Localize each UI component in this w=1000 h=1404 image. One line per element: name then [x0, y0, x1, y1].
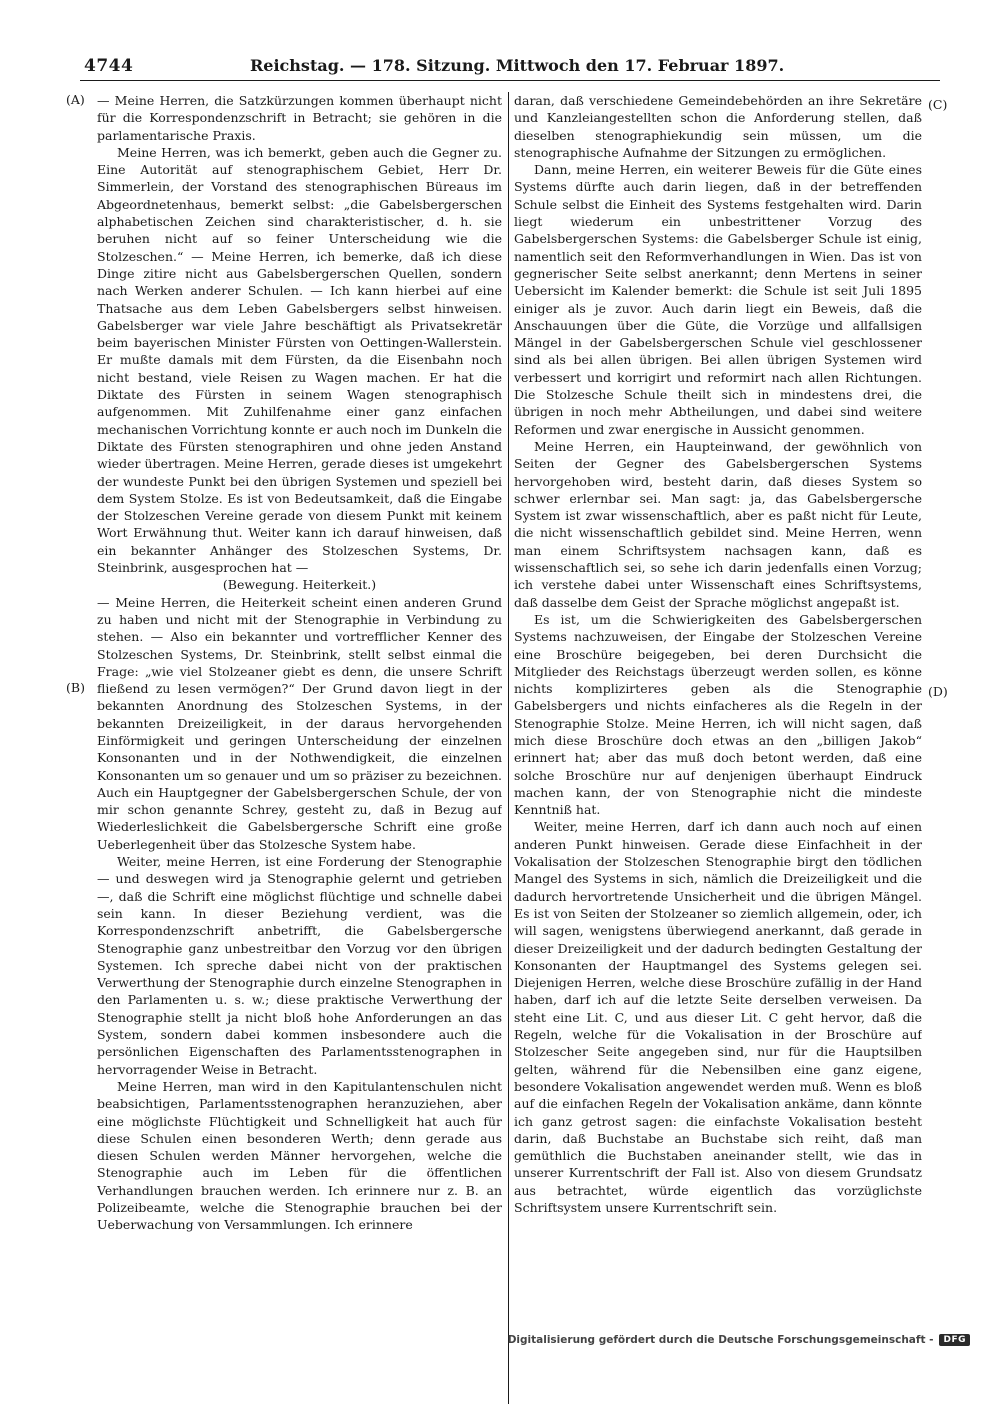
column-rule [508, 92, 509, 1404]
paragraph: Meine Herren, was ich bemerkt, geben auch die Gegner zu. Eine Autorität auf stenographischem Gebiet, Herr Dr. Simmerlein, der Vorstand des stenographischen Büreaus im Abgeordnetenhaus, bemerkt selbst: „die Gabelsbergerschen alphabetischen Zeichen sind charakteristischer, d. h. sie beruhen nicht auf so feiner Unterscheidung wie die Stolzeschen.“ — Meine Herren, ich bemerke, daß ich diese Dinge zitire nicht aus Gabelsbergerschen Quellen, sondern nach Werken anderer Schulen. — Ich kann hierbei auf eine Thatsache aus dem Leben Gabelsbergers selbst hinweisen. Gabelsberger war viele Jahre beschäftigt als Privatsekretär beim bayerischen Minister Fürsten von Oettingen-Wallerstein. Er mußte damals mit dem Fürsten, da die Eisenbahn noch nicht bestand, viele Reisen zu Wagen machen. Er hat die Diktate des Fürsten in seinem Wagen stenographisch aufgenommen. Mit Zuhilfenahme einer ganz einfachen mechanischen Vorrichtung konnte er auch noch im Dunkeln die Diktate des Fürsten stenographiren und ohne jeden Anstand wieder übertragen. Meine Herren, gerade dieses ist umgekehrt der wundeste Punkt bei den übrigen Systemen und speziell bei dem System Stolze. Es ist von Bedeutsamkeit, daß die Eingabe der Stolzeschen Vereine gerade von diesem Punkt mit keinem Wort Erwähnung thut. Weiter kann ich darauf hinweisen, daß ein bekannter Anhänger des Stolzeschen Systems, Dr. Steinbrink, ausgesprochen hat — [97, 144, 502, 576]
page-number: 4744 [84, 56, 134, 76]
paragraph: Weiter, meine Herren, ist eine Forderung der Stenographie — und deswegen wird ja Stenographie gelernt und getrieben —, daß die Schrift eine möglichst flüchtige und schnelle dabei sein kann. In dieser Beziehung verdient, was die Korrespondenzschrift anbetrifft, die Gabelsbergersche Stenographie ganz unbestreitbar den Vorzug vor den übrigen Systemen. Ich spreche dabei nicht von der praktischen Verwerthung der Stenographie durch einzelne Stenographen in den Parlamenten u. s. w.; diese praktische Verwerthung der Stenographie stellt ja nicht bloß hohe Anforderungen an das System, sondern dabei kommen insbesondere auch die persönlichen Eigenschaften des Parlamentsstenographen in hervorragender Weise in Betracht. [97, 854, 502, 1077]
running-head: Reichstag. — 178. Sitzung. Mittwoch den 17. Februar 1897. [250, 56, 785, 75]
paragraph: Weiter, meine Herren, darf ich dann auch noch auf einen anderen Punkt hinweisen. Gerade diese Einfachheit in der Vokalisation der Stolzeschen Stenographie birgt den tödlichen Mangel des Systems in sich, nämlich die Dreizeiligkeit und die dadurch hervortretende Unsicherheit und die übrigen Mängel. Es ist von Seiten der Stolzeaner so ziemlich allgemein, oder, ich will sagen, wenigstens überwiegend anerkannt, daß gerade in dieser Dreizeiligkeit und der dadurch bedingten Gestaltung der Konsonanten der Hauptmangel des Systems gelegen sei. Diejenigen Herren, welche diese Broschüre zufällig in der Hand haben, darf ich auf die letzte Seite derselben verweisen. Da steht eine Lit. C, und aus dieser Lit. C geht hervor, daß die Regeln, welche für die Vokalisation in der Broschüre auf Stolzescher Seite angegeben sind, nur für die Hauptsilben gelten, während für die Nebensilben eine ganz eigene, besondere Vokalisation angewendet werden muß. Wenn es bloß auf die einfachen Regeln der Vokalisation ankäme, dann könnte ich ganz getrost sagen: die einfachste Vokalisation besteht darin, daß Buchstabe an Buchstabe sich reiht, daß man gemüthlich die Buchstaben aneinander stellt, wie das in unserer Kurrentschrift der Fall ist. Also von diesem Grundsatz aus betrachtet, würde eigentlich das vorzüglichste Schriftsystem unsere Kurrentschrift sein. [514, 819, 922, 1215]
footer-text: Digitalisierung gefördert durch die Deutsche Forschungsgemeinschaft - [507, 1334, 934, 1346]
margin-marker-b: (B) [66, 680, 85, 695]
margin-marker-a: (A) [66, 92, 85, 107]
paragraph: daran, daß verschiedene Gemeindebehörden an ihre Sekretäre und Kanzleiangestellten schon die Anforderung stellen, daß dieselben stenographiekundig sein müssen, um die stenographische Aufnahme der Sitzungen zu ermöglichen. [514, 93, 922, 160]
margin-marker-d: (D) [928, 684, 948, 699]
digitization-footer [508, 1334, 970, 1346]
paragraph: Meine Herren, ein Haupteinwand, der gewöhnlich von Seiten der Gegner des Gabelsbergerschen Systems hervorgehoben wird, besteht darin, daß dieses System so schwer erlernbar sei. Man sagt: ja, das Gabelsbergersche System ist zwar wissenschaftlich, aber es paßt nicht für Leute, die nicht wissenschaftlich gebildet sind. Meine Herren, wenn man einem Schriftsystem nachsagen kann, daß es wissenschaftlich sei, so sehe ich darin jedenfalls einen Vorzug; ich verstehe dabei unter Wissenschaft eines Schriftsystems, daß dasselbe dem Geist der Sprache möglichst angepaßt ist. [514, 438, 922, 610]
left-column [97, 92, 502, 1324]
paragraph: — Meine Herren, die Heiterkeit scheint einen anderen Grund zu haben und nicht mit der Stenographie in Verbindung zu stehen. — Also ein bekannter und vortrefflicher Kenner des Stolzeschen Systems, Dr. Steinbrink, stellt selbst einmal die Frage: „wie viel Stolzeaner giebt es denn, die unsere Schrift fließend zu lesen vermögen?“ Der Grund davon liegt in der bekannten Anordnung des Stolzeschen Systems, in der bekannten Dreizeiligkeit, in der daraus hervorgehenden Einförmigkeit und geringen Unterscheidung der einzelnen Konsonanten und in der Nothwendigkeit, die einzelnen Konsonanten um so genauer und um so präziser zu bezeichnen. Auch ein Hauptgegner der Gabelsbergerschen Schule, der von mir schon genannte Schrey, gesteht zu, daß in Bezug auf Wiederleslichkeit die Gabelsbergersche Schrift eine große Ueberlegenheit über das Stolzesche System habe. [97, 594, 502, 852]
header-rule [80, 80, 940, 81]
paragraph: — Meine Herren, die Satzkürzungen kommen überhaupt nicht für die Korrespondenzschrift in Betracht; sie gehören in die parlamentarische Praxis. [97, 93, 502, 143]
right-column [514, 92, 922, 1324]
paragraph: Meine Herren, man wird in den Kapitulantenschulen nicht beabsichtigen, Parlamentsstenographen heranzuziehen, aber eine möglichste Flüchtigkeit und Schnelligkeit hat auch für diese Schulen einen besonderen Werth; denn gerade aus diesen Schulen werden Männer hervorgehen, welche die Stenographie auch im Leben für die öffentlichen Verhandlungen brauchen werden. Ich erinnere nur z. B. an Polizeibeamte, welche die Stenographie brauchen bei der Ueberwachung von Versammlungen. Ich erinnere [97, 1078, 502, 1233]
dfg-logo: DFG [939, 1334, 970, 1346]
paragraph: Es ist, um die Schwierigkeiten des Gabelsbergerschen Systems nachzuweisen, der Eingabe der Stolzeschen Vereine eine Broschüre beigegeben, bei deren Durchsicht die Mitglieder des Reichstags überzeugt werden sollen, es könne nichts komplizirteres geben als die Stenographie Gabelsbergers und nichts einfacheres als die Regeln in der Stenographie Stolze. Meine Herren, ich will nicht sagen, daß mich diese Broschüre doch etwas an den „billigen Jakob“ erinnert hat; aber das muß doch betont werden, daß eine solche Broschüre nur auf denjenigen überhaupt Eindruck machen kann, der von Stenographie nicht die mindeste Kenntniß hat. [514, 611, 922, 818]
paragraph: Dann, meine Herren, ein weiterer Beweis für die Güte eines Systems dürfte auch darin liegen, daß in der betreffenden Schule selbst die Einheit des Systems festgehalten wird. Darin liegt wiederum ein unbestrittener Vorzug des Gabelsbergerschen Systems: die Gabelsberger Schule ist einig, namentlich seit den Reformverhandlungen in Wien. Das ist von gegnerischer Seite selbst anerkannt; denn Mertens in seiner Uebersicht im Kalender bemerkt: die Schule ist seit Juli 1895 einiger als je zuvor. Auch darin liegt ein Beweis, daß die Anschauungen über die Güte, die Vorzüge und allfallsigen Mängel in der Gabelsbergerschen Schule viel geschlossener sind als bei allen übrigen. Bei allen übrigen Systemen wird verbessert und korrigirt und reformirt nach allen Richtungen. Die Stolzesche Schule theilt sich in mindestens drei, die übrigen in noch mehr Abtheilungen, und dabei sind weitere Reformen und zwar energische in Aussicht genommen. [514, 162, 922, 437]
interjection: (Bewegung. Heiterkeit.) [222, 577, 377, 593]
margin-marker-c: (C) [928, 97, 948, 112]
